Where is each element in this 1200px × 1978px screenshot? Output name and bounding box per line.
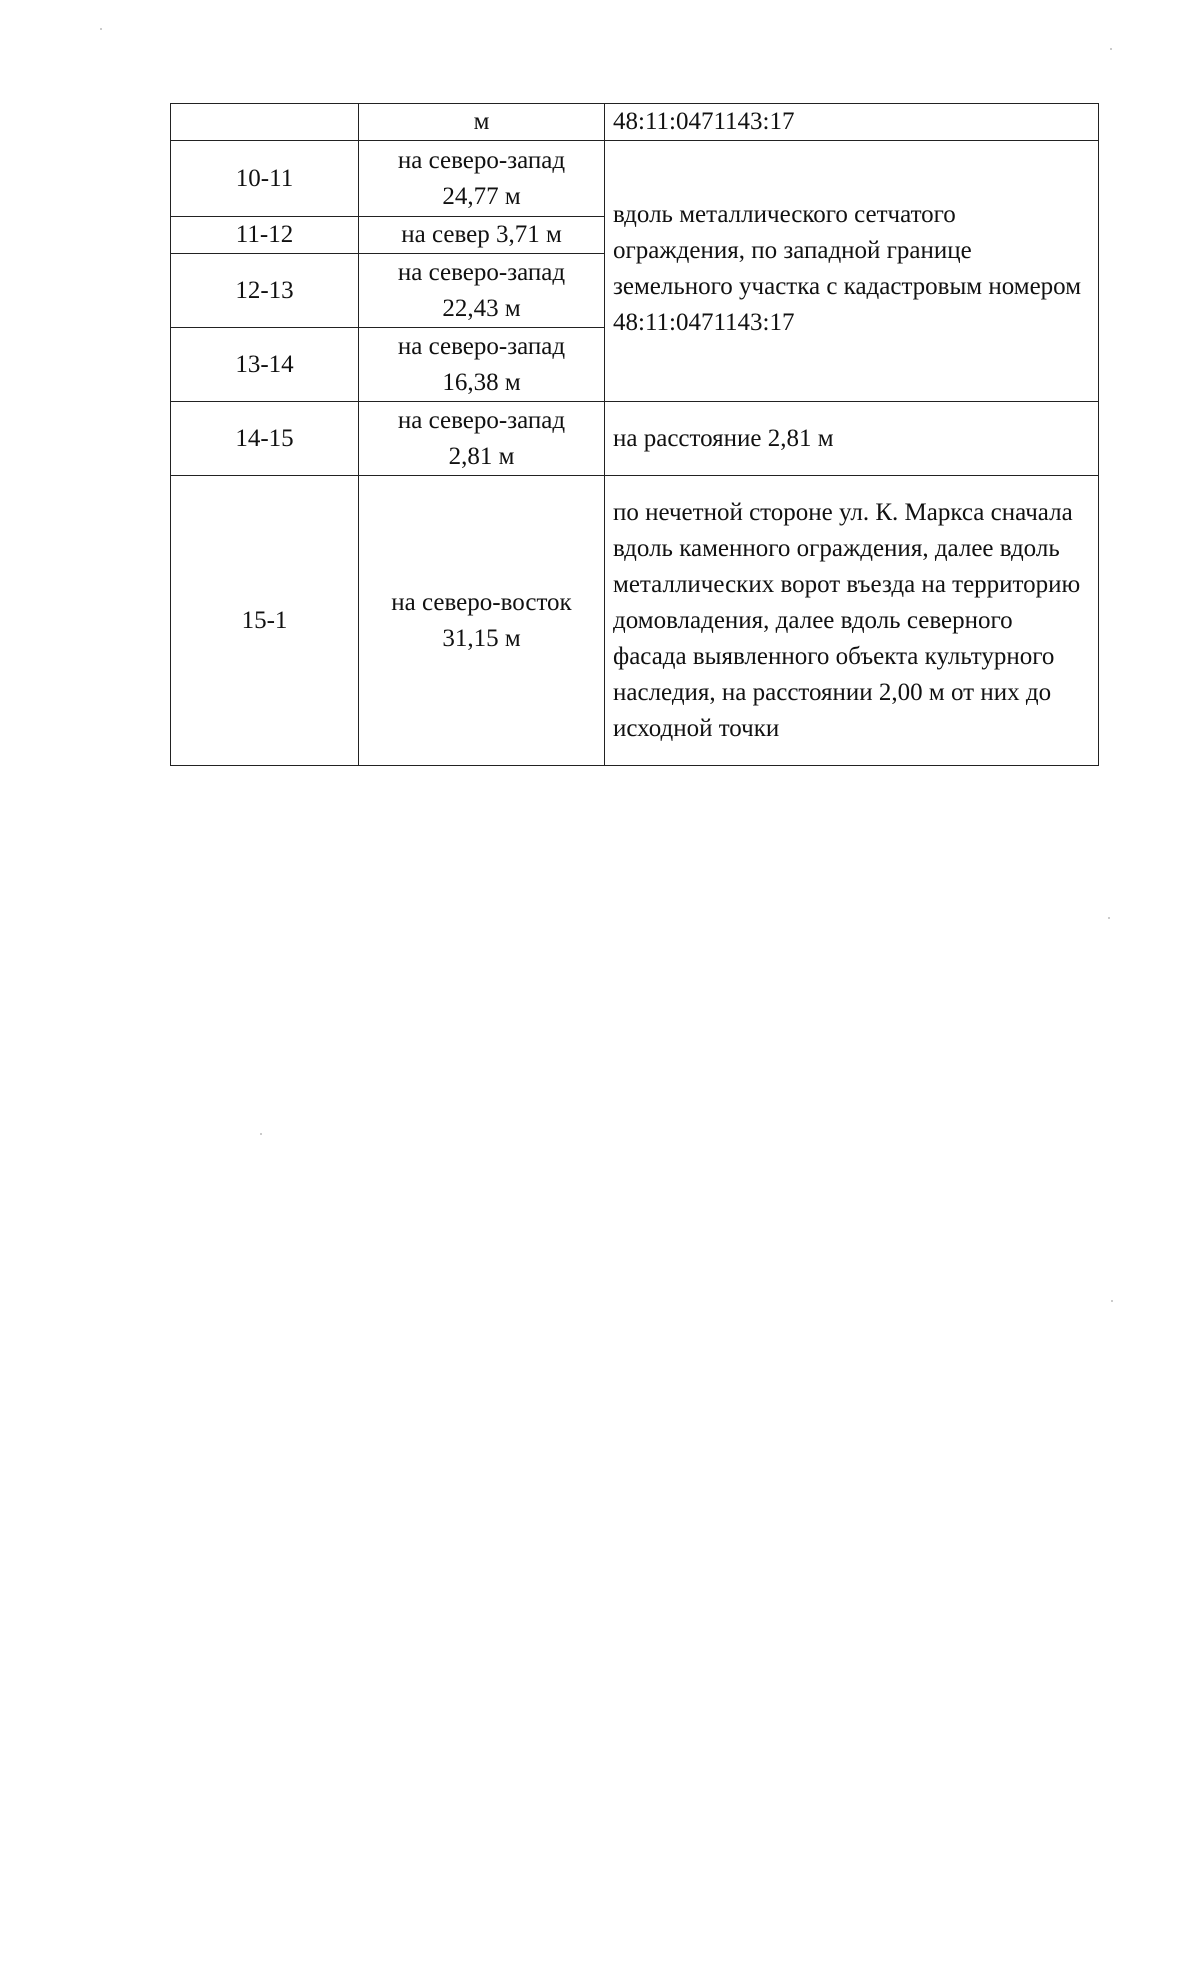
description-cell: по нечетной стороне ул. К. Маркса сначала вдоль каменного ограждения, далее вдоль металлических ворот въезда на территорию домовладения, далее вдоль северного фасада выявленного объекта культурного наследия, на расстоянии 2,00 м от них до исходной точки [605,476,1099,766]
description-cell: на расстояние 2,81 м [605,402,1099,476]
scan-speck [1108,917,1110,919]
segment-cell: 12-13 [171,254,359,328]
direction-cell: на север 3,71 м [359,217,605,254]
scan-speck [260,1133,262,1135]
direction-cell: на северо-восток 31,15 м [359,476,605,766]
table-row [171,104,1099,141]
direction-cell: на северо-запад 22,43 м [359,254,605,328]
header-cell-empty [171,104,359,141]
header-cell-cadastral: 48:11:0471143:17 [605,104,1099,141]
segment-cell: 10-11 [171,141,359,217]
direction-cell: на северо-запад 2,81 м [359,402,605,476]
direction-cell: на северо-запад 16,38 м [359,328,605,402]
scan-speck [1111,1300,1113,1302]
segment-cell: 11-12 [171,217,359,254]
header-cell-unit: м [359,104,605,141]
table-row [171,402,1099,476]
description-cell: вдоль металлического сетчатого ограждения, по западной границе земельного участка с кадастровым номером 48:11:0471143:17 [605,141,1099,402]
table-row [171,476,1099,766]
scan-speck [1110,48,1112,50]
boundary-description-table [170,103,1099,766]
scan-speck [100,28,102,30]
segment-cell: 14-15 [171,402,359,476]
table-row [171,141,1099,217]
direction-cell: на северо-запад 24,77 м [359,141,605,217]
segment-cell: 15-1 [171,476,359,766]
segment-cell: 13-14 [171,328,359,402]
